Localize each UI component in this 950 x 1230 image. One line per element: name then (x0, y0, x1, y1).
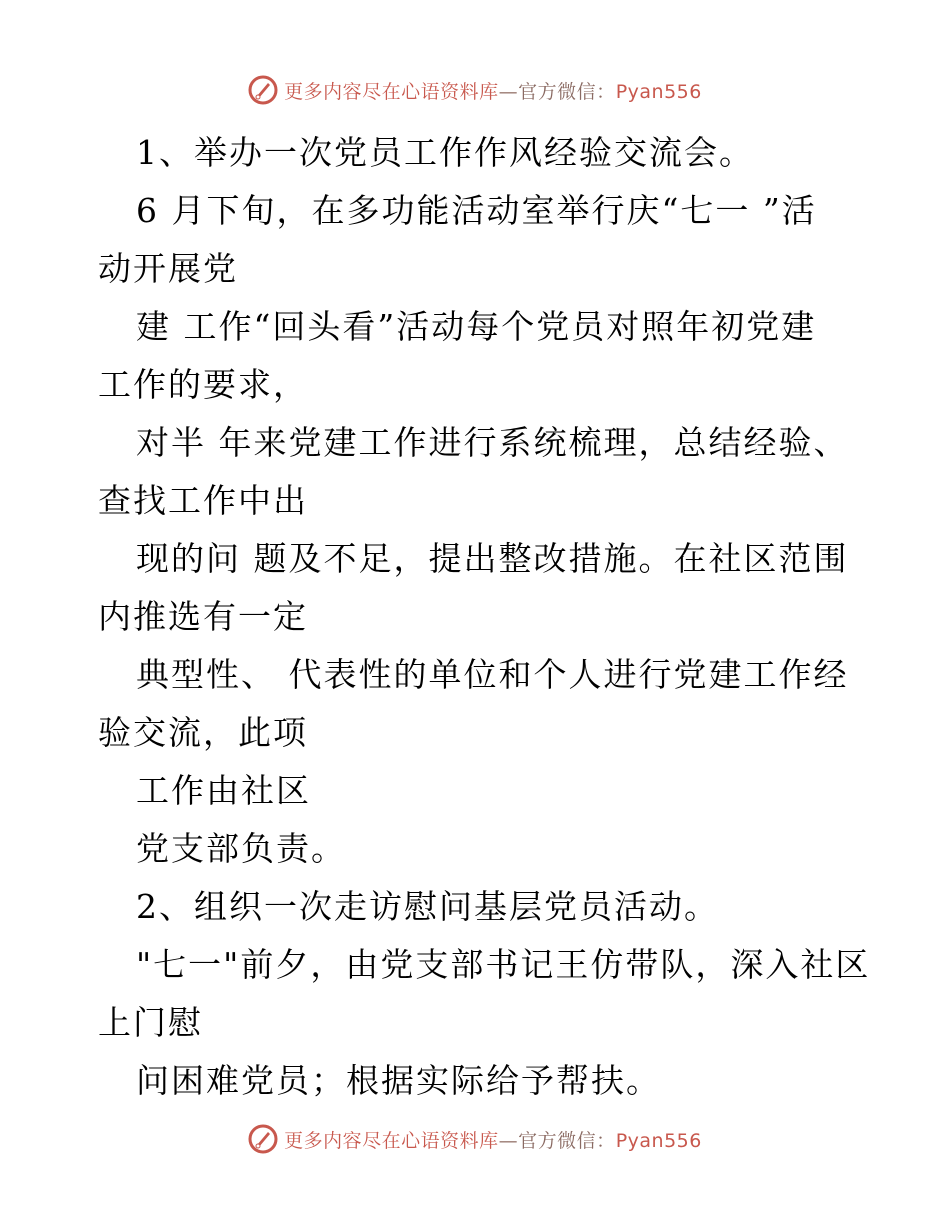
body-line: 内推选有一定 (98, 597, 308, 636)
body-line: 1、举办一次党员工作作风经验交流会。 (136, 133, 754, 172)
body-line: 验交流，此项 (98, 713, 308, 752)
body-line: 工作的要求， (98, 365, 308, 404)
body-line: 上门慰 (98, 1003, 203, 1042)
body-line: 查找工作中出 (98, 481, 308, 520)
header-wechat-label: 官方微信： (518, 80, 616, 103)
body-line: 现的问 题及不足，提出整改措施。在社区范围 (136, 539, 849, 578)
body-line: 6 月下旬，在多功能活动室举行庆“七一 ”活 (136, 191, 817, 230)
body-line: 典型性、 代表性的单位和个人进行党建工作经 (136, 655, 849, 694)
body-line: 党支部负责。 (136, 829, 346, 868)
footer-promo-text: 更多内容尽在心语资料库 (284, 1129, 499, 1152)
header-separator: — (498, 80, 519, 103)
footer-wechat-label: 官方微信： (518, 1129, 616, 1152)
header-banner (0, 70, 950, 110)
footer-banner (0, 1119, 950, 1159)
body-line: 问困难党员；根据实际给予帮扶。 (136, 1061, 661, 1100)
body-line: 工作由社区 (136, 771, 311, 810)
body-line: "七一"前夕，由党支部书记王仿带队，深入社区 (136, 945, 871, 984)
footer-banner-text (284, 1126, 702, 1153)
body-line: 对半 年来党建工作进行系统梳理，总结经验、 (136, 423, 849, 462)
footer-separator: — (498, 1129, 519, 1152)
header-banner-text (284, 77, 702, 104)
body-line: 2、组织一次走访慰问基层党员活动。 (136, 887, 719, 926)
header-wechat-id: Pyan556 (615, 80, 702, 103)
document-body (98, 124, 871, 1110)
header-promo-text: 更多内容尽在心语资料库 (284, 80, 499, 103)
body-line: 建 工作“回头看”活动每个党员对照年初党建 (136, 307, 817, 346)
body-line: 动开展党 (98, 249, 238, 288)
quill-pen-logo-icon (248, 1124, 278, 1154)
quill-pen-logo-icon (248, 75, 278, 105)
footer-wechat-id: Pyan556 (615, 1129, 702, 1152)
